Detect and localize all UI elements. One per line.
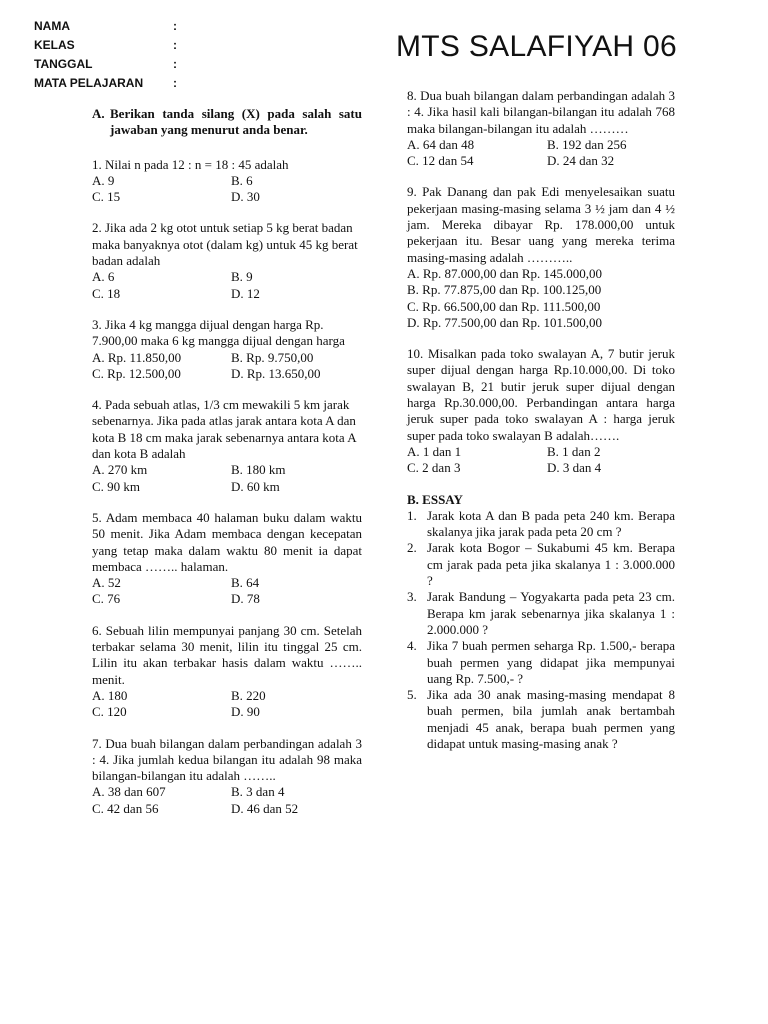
essay-number: 2. bbox=[407, 540, 417, 556]
option-a: A. Rp. 87.000,00 dan Rp. 145.000,00 bbox=[407, 265, 602, 281]
question-text: 1. Nilai n pada 12 : n = 18 : 45 adalah bbox=[92, 156, 289, 172]
option-a: A. 6 bbox=[92, 269, 115, 285]
essay-list bbox=[407, 508, 675, 752]
answer-options bbox=[92, 688, 362, 721]
option-d: D. 90 bbox=[231, 704, 260, 720]
option-b: B. 180 km bbox=[231, 462, 286, 478]
essay-text: Jarak Bandung – Yogyakarta pada peta 23 cm. Berapa km jarak sebenarnya jika skalanya 1 : 2.000.000 ? bbox=[427, 589, 675, 637]
essay-item-2 bbox=[407, 540, 675, 589]
essay-text: Jika ada 30 anak masing-masing mendapat 8 buah permen, bila jumlah anak bertambah menjadi 45 anak, berapa buah permen yang didapat untuk masing-masing anak ? bbox=[427, 687, 675, 751]
option-d: D. 46 dan 52 bbox=[231, 800, 299, 816]
answer-options bbox=[407, 266, 675, 331]
question-8 bbox=[407, 88, 675, 169]
option-d: D. 60 km bbox=[231, 478, 280, 494]
option-c: C. 76 bbox=[92, 591, 121, 607]
question-text: 9. Pak Danang dan pak Edi menyelesaikan suatu pekerjaan masing-masing selama 3 ½ jam dan 4 ½ jam. Mereka dibayar Rp. 178.000,00 untuk pekerjaan itu. Besar uang yang mereka terima masing-masing adalah ……….. bbox=[407, 184, 675, 265]
question-3 bbox=[92, 317, 362, 382]
option-c: C. 120 bbox=[92, 704, 127, 720]
question-2 bbox=[92, 220, 362, 301]
option-c: C. Rp. 66.500,00 dan Rp. 111.500,00 bbox=[407, 298, 601, 314]
option-c: C. 2 dan 3 bbox=[407, 460, 461, 476]
header-field-kelas bbox=[34, 36, 177, 55]
essay-number: 4. bbox=[407, 638, 417, 654]
student-info-header bbox=[34, 17, 177, 93]
option-b: B. 6 bbox=[231, 172, 253, 188]
essay-heading: B. ESSAY bbox=[407, 491, 463, 507]
header-colon: : bbox=[173, 19, 177, 33]
answer-options bbox=[92, 575, 362, 608]
question-10 bbox=[407, 346, 675, 476]
section-a-instruction bbox=[92, 106, 362, 139]
header-field-mata-pelajaran bbox=[34, 74, 177, 93]
answer-options bbox=[92, 173, 362, 206]
option-d: D. 24 dan 32 bbox=[547, 153, 615, 169]
essay-number: 5. bbox=[407, 687, 417, 703]
question-text: 4. Pada sebuah atlas, 1/3 cm mewakili 5 km jarak sebenarnya. Jika pada atlas jarak antara kota A dan kota B 18 cm maka jarak sebenarnya antara kota A dan kota B adalah bbox=[92, 397, 356, 462]
essay-item-4 bbox=[407, 638, 675, 687]
answer-options bbox=[407, 137, 675, 170]
question-text: 5. Adam membaca 40 halaman buku dalam waktu 50 menit. Jika Adam membaca dengan kecepatan yang tetap maka dalam waktu 80 menit ia dapat membaca …….. halaman. bbox=[92, 509, 362, 574]
question-9 bbox=[407, 184, 675, 331]
question-text: 10. Misalkan pada toko swalayan A, 7 butir jeruk super dijual dengan harga Rp.10.000,00. Di toko swalayan B, 21 butir jeruk super dijual dengan harga Rp.30.000,00. Perbandingan antara harga jeruk super pada toko swalayan A : harga jeruk super pada toko swalayan B adalah……. bbox=[407, 346, 675, 443]
option-d: D. 30 bbox=[231, 189, 260, 205]
option-b: B. 1 dan 2 bbox=[547, 443, 601, 459]
essay-item-1 bbox=[407, 508, 675, 541]
answer-options bbox=[92, 269, 362, 302]
option-b: B. Rp. 77.875,00 dan Rp. 100.125,00 bbox=[407, 282, 602, 298]
essay-text: Jarak kota A dan B pada peta 240 km. Berapa skalanya jika jarak pada peta 20 cm ? bbox=[427, 507, 675, 540]
option-a: A. 64 dan 48 bbox=[407, 136, 475, 152]
answer-options bbox=[407, 444, 675, 477]
option-b: B. Rp. 9.750,00 bbox=[231, 349, 314, 365]
option-c: C. 18 bbox=[92, 285, 121, 301]
question-text: 3. Jika 4 kg mangga dijual dengan harga Rp. 7.900,00 maka 6 kg mangga dijual dengan harga bbox=[92, 316, 345, 349]
option-c: C. 12 dan 54 bbox=[407, 153, 474, 169]
section-a-letter: A. bbox=[92, 106, 105, 121]
option-b: B. 9 bbox=[231, 269, 253, 285]
option-b: B. 220 bbox=[231, 687, 266, 703]
question-text: 8. Dua buah bilangan dalam perbandingan adalah 3 : 4. Jika hasil kali bilangan-bilangan itu adalah 768 maka bilangan-bilangan itu adalah ……… bbox=[407, 88, 675, 136]
question-7 bbox=[92, 736, 362, 817]
option-d: D. Rp. 77.500,00 dan Rp. 101.500,00 bbox=[407, 314, 602, 330]
school-title: MTS SALAFIYAH 06 bbox=[396, 30, 677, 63]
answer-options bbox=[92, 350, 362, 383]
option-c: C. 42 dan 56 bbox=[92, 800, 159, 816]
option-a: A. 52 bbox=[92, 575, 121, 591]
header-label: KELAS bbox=[34, 38, 75, 52]
option-b: B. 64 bbox=[231, 575, 260, 591]
header-label: TANGGAL bbox=[34, 57, 93, 71]
question-5 bbox=[92, 510, 362, 608]
answer-options bbox=[92, 462, 362, 495]
option-d: D. 78 bbox=[231, 591, 260, 607]
question-text: 2. Jika ada 2 kg otot untuk setiap 5 kg berat badan maka banyaknya otot (dalam kg) untuk 45 kg berat badan adalah bbox=[92, 220, 358, 269]
option-d: D. 12 bbox=[231, 285, 260, 301]
option-a: A. 270 km bbox=[92, 462, 148, 478]
header-label: MATA PELAJARAN bbox=[34, 76, 144, 90]
option-a: A. Rp. 11.850,00 bbox=[92, 349, 182, 365]
essay-item-3 bbox=[407, 589, 675, 638]
option-d: D. Rp. 13.650,00 bbox=[231, 365, 321, 381]
essay-text: Jika 7 buah permen seharga Rp. 1.500,- berapa buah permen yang didapat jika mempunyai uang Rp. 7.500,- ? bbox=[427, 638, 675, 686]
header-colon: : bbox=[173, 38, 177, 52]
right-column bbox=[407, 88, 675, 752]
header-field-tanggal bbox=[34, 55, 177, 74]
question-text: 7. Dua buah bilangan dalam perbandingan adalah 3 : 4. Jika jumlah kedua bilangan itu adalah 98 maka bilangan-bilangan itu adalah …….. bbox=[92, 735, 362, 784]
section-a-text: Berikan tanda silang (X) pada salah satu jawaban yang menurut anda benar. bbox=[110, 106, 362, 138]
question-text: 6. Sebuah lilin mempunyai panjang 30 cm. Setelah terbakar selama 30 menit, lilin itu tinggal 25 cm. Lilin itu akan terbakar hasis dalam waktu …….. menit. bbox=[92, 622, 362, 687]
option-d: D. 3 dan 4 bbox=[547, 460, 602, 476]
essay-number: 1. bbox=[407, 507, 417, 523]
essay-number: 3. bbox=[407, 589, 417, 605]
answer-options bbox=[92, 784, 362, 817]
option-c: C. Rp. 12.500,00 bbox=[92, 365, 181, 381]
question-6 bbox=[92, 623, 362, 721]
essay-item-5 bbox=[407, 687, 675, 752]
header-colon: : bbox=[173, 76, 177, 90]
option-a: A. 9 bbox=[92, 172, 115, 188]
question-1 bbox=[92, 157, 362, 206]
option-a: A. 180 bbox=[92, 687, 128, 703]
header-label: NAMA bbox=[34, 19, 70, 33]
essay-text: Jarak kota Bogor – Sukabumi 45 km. Berapa cm jarak pada peta jika skalanya 1 : 3.000.000 ? bbox=[427, 540, 675, 589]
option-c: C. 90 km bbox=[92, 478, 141, 494]
option-a: A. 38 dan 607 bbox=[92, 784, 166, 800]
header-colon: : bbox=[173, 57, 177, 71]
header-field-nama bbox=[34, 17, 177, 36]
option-c: C. 15 bbox=[92, 189, 121, 205]
question-4 bbox=[92, 397, 362, 495]
option-b: B. 192 dan 256 bbox=[547, 136, 627, 152]
option-a: A. 1 dan 1 bbox=[407, 443, 462, 459]
left-column bbox=[92, 106, 362, 832]
option-b: B. 3 dan 4 bbox=[231, 784, 285, 800]
